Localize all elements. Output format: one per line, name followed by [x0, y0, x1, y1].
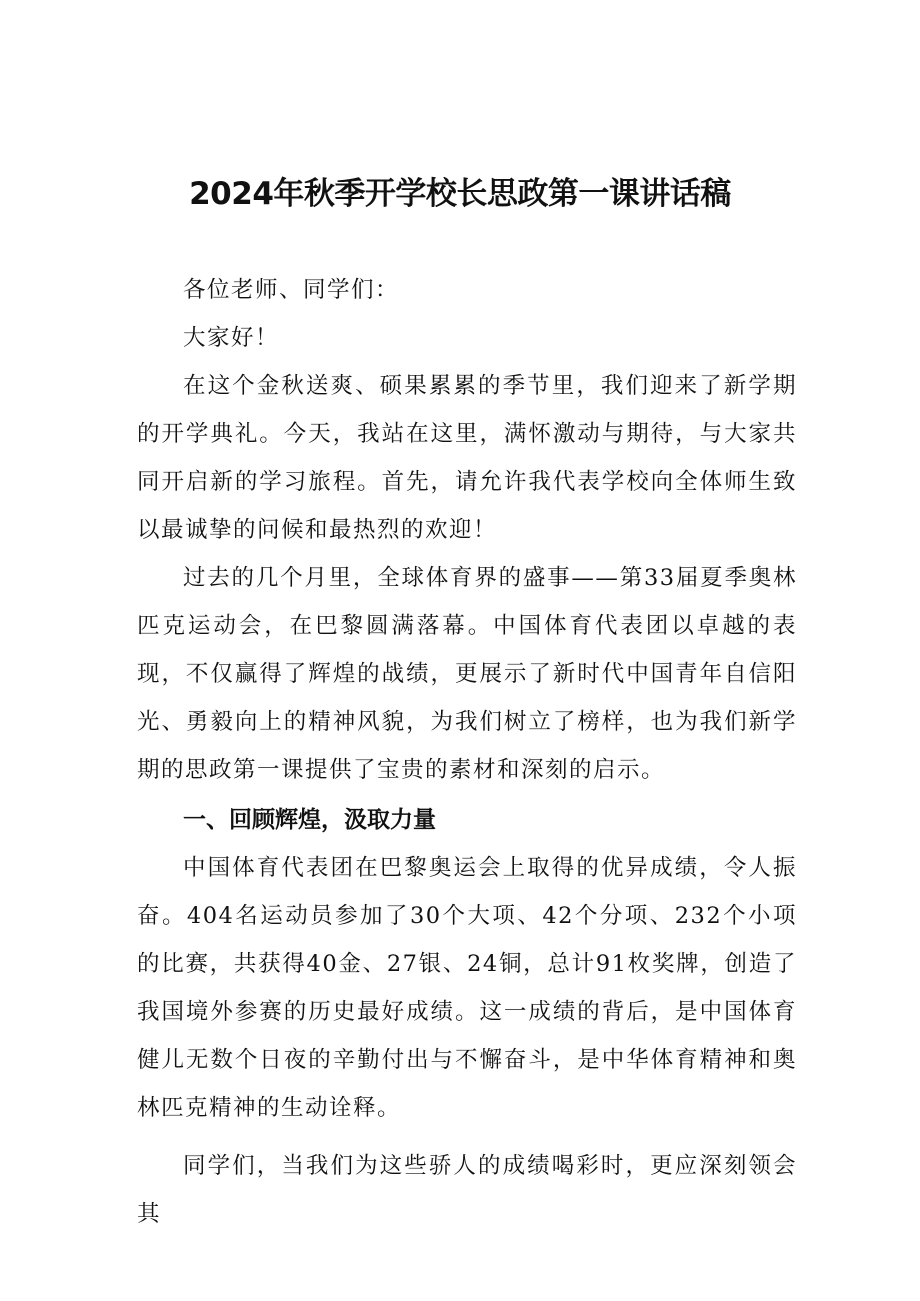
document-title: 2024年秋季开学校长思政第一课讲话稿	[189, 176, 731, 212]
greeting: 大家好！	[183, 325, 280, 351]
paragraph-opening: 在这个金秋送爽、硕果累累的季节里，我们迎来了新学期的开学典礼。今天，我站在这里，满怀激动与期待，与大家共同开启新的学习旅程。首先，请允许我代表学校向全体师生致以最诚挚的问候和最热烈的欢迎！	[137, 373, 797, 543]
salutation: 各位老师、同学们：	[183, 277, 400, 303]
paragraph-continuation: 同学们，当我们为这些骄人的成绩喝彩时，更应深刻领会其	[137, 1153, 797, 1227]
section-heading: 一、回顾辉煌，汲取力量	[183, 807, 436, 833]
paragraph-achievements: 中国体育代表团在巴黎奥运会上取得的优异成绩，令人振奋。404名运动员参加了30个大项、42个分项、232个小项的比赛，共获得40金、27银、24铜，总计91枚奖牌，创造了我国境外参赛的历史最好成绩。这一成绩的背后，是中国体育健儿无数个日夜的辛勤付出与不懈奋斗，是中华体育精神和奥林匹克精神的生动诠释。	[137, 855, 797, 1121]
paragraph-olympics: 过去的几个月里，全球体育界的盛事——第33届夏季奥林匹克运动会，在巴黎圆满落幕。中国体育代表团以卓越的表现，不仅赢得了辉煌的战绩，更展示了新时代中国青年自信阳光、勇毅向上的精神风貌，为我们树立了榜样，也为我们新学期的思政第一课提供了宝贵的素材和深刻的启示。	[137, 565, 797, 783]
